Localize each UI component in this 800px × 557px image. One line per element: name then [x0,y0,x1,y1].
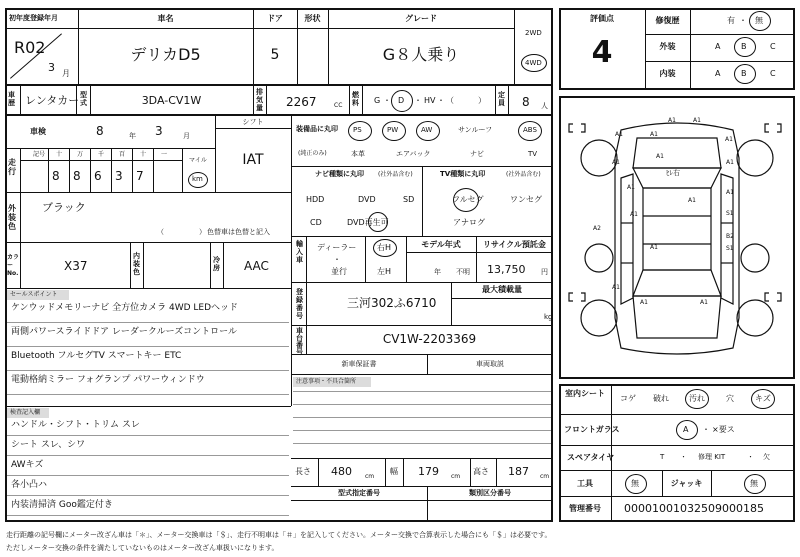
mileage-col-divider [153,149,154,192]
mileage-digit: 8 [52,169,60,183]
fuel-dot-1: ・ [383,96,391,105]
fuel-label: 燃料 [352,91,359,107]
model-label: 型式 [80,91,87,107]
score-label: 評価点 [590,14,614,23]
model-value: 3DA-CV1W [141,94,202,107]
mileage-col-divider [48,149,49,192]
mileage-sign-label: 記号 [33,151,46,158]
ac-label: 冷房 [213,256,220,272]
equip-item-row2: TV [528,150,538,158]
inspect-line: ハンドル・シフト・トリム スレ [11,420,140,430]
damage-mark: A1 [700,299,708,306]
month-unit: 月 [62,69,70,78]
mileage-header-line [20,160,182,161]
damage-mark: B2 [726,233,734,240]
color-note: 色替車は色替と記入 [207,228,270,236]
damage-mark: S1 [726,210,734,217]
inspect-line: 各小凸ハ [11,480,48,490]
mileage-digit-header: 一 [161,151,168,158]
handle-left: 左H [377,267,392,276]
chassis-value: CV1W-2203369 [382,332,477,346]
equip-item-row2: 本革 [351,150,365,158]
spare-dot-2: ・ [747,453,754,461]
navi-note: (社外品含む) [378,171,413,178]
score-value: 4 [591,35,613,70]
sales-line: 電動格納ミラー フォグランプ パワーウィンドウ [11,375,205,385]
mileage-digit-header: 十 [56,151,63,158]
length-value: 480 [331,465,352,478]
interior-c: C [770,69,776,78]
mileage-col-divider [132,149,133,192]
capacity-value: 8 [522,95,530,109]
equip-item-row2: エアバック [396,150,431,158]
height-value: 187 [508,465,529,478]
footer-line-2: ただしメーター交換の条件を満たしていないものはメーター改ざん車扱いになります。 [6,544,279,552]
navi-dvd: DVD [358,195,376,204]
model-year-label: モデル年式 [421,240,461,249]
displacement-label: 排気量 [256,88,263,112]
capacity-label: 定員 [498,91,505,107]
damage-mark: A1 [693,117,701,124]
mgmt-value: 00001001032509000185 [624,502,764,515]
navi-dvd-play: DVD再生可 [347,218,389,227]
damage-mark: A1 [627,184,635,191]
color-value: ブラック [42,201,86,214]
fuel-dot-2: ・ [414,96,422,105]
inspection-month-unit: 月 [183,132,190,140]
kg-unit: kg [544,313,553,321]
damage-mark: A1 [650,244,658,251]
shape-label: 形状 [304,14,321,23]
first-reg-month: 3 [48,61,55,74]
inspection-year-unit: 年 [129,132,136,140]
mileage-col-divider [69,149,70,192]
first-reg-label: 初年度登録年月 [9,14,58,22]
doors-value: 5 [270,47,280,63]
notes-rule [293,430,551,431]
repair-none: 無 [755,16,763,25]
sales-rule [7,394,289,395]
interior-label: 内装 [659,69,676,78]
width-label: 幅 [390,467,398,476]
mileage-digit: 6 [94,169,102,183]
damage-mark: A1 [615,131,623,138]
damage-mark: A1 [668,117,676,124]
height-label: 高さ [473,467,489,476]
repair-label: 修復歴 [655,16,680,25]
first-reg-era: R02 [14,38,46,57]
exterior-b: B [741,42,747,51]
seat-dirt: 汚れ [689,394,705,403]
length-cm: cm [365,473,375,480]
interior-color-label: 内装色 [133,252,140,276]
equipment-sub-label: (純正のみ) [298,150,327,157]
max-load-label: 最大積載量 [482,285,522,294]
navi-hdd: HDD [306,195,325,204]
damage-mark: S1 [726,245,734,252]
fuel-paren: （ ） [446,96,486,105]
grade-label: グレード [405,14,437,23]
import-dealer: ディーラー [317,243,357,252]
mileage-col-divider [90,149,91,192]
spare-kit: 修理 KIT [698,453,726,461]
windshield-label: フロントガラス [564,425,620,434]
seat-hole: 穴 [726,394,734,403]
sales-line: Bluetooth フルセグTV スマートキー ETC [11,351,182,361]
tv-fullseg: フルセグ [452,195,484,204]
import-label: 輸入車 [296,240,303,264]
seat-scratch: キズ [755,394,771,403]
repair-sep: ・ [739,16,747,25]
equip-item-row1: PS [353,126,362,134]
windshield-dot: ・ [702,425,710,434]
tv-note: (社外品含む) [506,171,541,178]
windshield-replace: ×要ス [712,425,735,434]
tools-none: 無 [631,479,639,488]
inspect-line: シート スレ、シワ [11,440,86,450]
sales-line: ケンウッドメモリーナビ 全方位カメラ 4WD LEDヘッド [11,303,239,313]
notes-label: 注意事項・不具合箇所 [296,378,357,385]
displacement-value: 2267 [286,95,317,109]
mileage-digit-header: 万 [77,151,84,158]
chassis-label: 車台番号 [296,327,303,356]
equip-item-row1: ABS [523,126,537,134]
seat-burn: コゲ [620,394,636,403]
notes-rule [293,417,551,418]
car-body-diagram [561,98,793,377]
inspect-rule [7,515,289,516]
km-label: km [192,175,203,183]
handle-right: 右H [377,243,392,252]
repair-yes: 有 [727,16,735,25]
spare-dot-1: ・ [680,453,687,461]
model-year-unknown: 不明 [456,268,470,276]
color-note-paren: （ ） [157,228,206,236]
mileage-digit-header: 百 [119,151,126,158]
damage-mark: A1 [612,159,620,166]
plate-value: 三河302ふ6710 [347,296,437,310]
damage-mark: A1 [630,211,638,218]
fuel-d: D [398,96,405,105]
type-no-label: 型式指定番号 [338,489,380,497]
shift-label: シフト [242,118,264,126]
navi-sd: SD [403,195,415,204]
diagram-hands: ﾋﾚ右 [666,169,680,177]
sales-rule [7,346,289,347]
inspect-rule [7,495,289,496]
damage-mark: A1 [656,153,664,160]
interior-b: B [741,69,747,78]
fuel-dot-3: ・ [437,96,445,105]
exterior-a: A [715,42,721,51]
manual-label: 車両取説 [476,360,504,368]
usage-label: 車歴 [8,91,15,107]
drive-4wd: 4WD [525,59,542,67]
damage-mark: A2 [593,225,601,232]
recycle-value: 13,750 [487,263,526,276]
sales-line: 両側パワースライドドア レーダークルーズコントロール [11,327,237,337]
fuel-hv: HV [424,96,436,105]
mileage-digit-header: 十 [140,151,147,158]
doors-label: ドア [267,14,283,23]
exterior-c: C [770,42,776,51]
damage-mark: A1 [725,136,733,143]
windshield-a: A [683,425,689,434]
notes-rule [293,391,551,392]
model-year-unit: 年 [434,268,441,276]
usage-value: レンタカー [25,94,80,107]
mgmt-label: 管理番号 [569,504,601,513]
exterior-label: 外装 [659,42,676,51]
inspection-month: 3 [155,124,163,138]
color-label: 外装色 [8,204,16,231]
person-unit: 人 [541,102,548,110]
tv-analog: アナログ [453,218,485,227]
color-no-value: X37 [64,259,88,273]
interior-a: A [715,69,721,78]
width-cm: cm [451,473,461,480]
drive-2wd: 2WD [525,29,542,37]
jack-label: ジャッキ [670,479,703,488]
yen-unit: 円 [541,268,548,276]
sales-rule [7,370,289,371]
footer-line-1: 走行距離の記号欄にメーター改ざん車は「＊」、メーター交換車は「＄」、走行不明車は「＃」を記入してください。メーター交換で合算表示した場合にも「＄」は必要です。 [6,531,552,539]
color-no-label: カラーNo. [7,254,20,277]
notes-rule [293,443,551,444]
spare-t: T [660,453,665,461]
plate-label: 登録番号 [296,288,303,320]
navi-label: ナビ種類に丸印 [315,170,364,178]
mileage-digit-header: 千 [98,151,105,158]
navi-cd: CD [310,218,322,227]
tv-oneseg: ワンセグ [510,195,542,204]
inspect-line: AWキズ [11,460,44,470]
seat-tear: 破れ [653,394,669,403]
equipment-label: 装備品に丸印 [296,125,338,133]
inspect-line: 内装清掃済 Goo鑑定付き [11,500,113,510]
damage-mark: A1 [726,189,734,196]
import-parallel: 並行 [331,267,347,276]
interior-seat-label: 室内シート [565,389,605,398]
class-no-label: 類別区分番号 [469,489,511,497]
grade-value: G８人乗り [382,45,460,64]
damage-mark: A1 [650,131,658,138]
cc-unit: CC [334,102,343,109]
tv-label: TV種類に丸印 [440,170,486,178]
import-dot: ・ [333,255,341,264]
ac-value: AAC [244,259,269,273]
damage-mark: A1 [726,159,734,166]
equip-item-row1: サンルーフ [458,126,493,134]
equip-item-row2: ナビ [470,150,484,158]
mile-label: マイル [189,157,207,164]
mileage-digit: 8 [73,169,81,183]
inspection-label: 車検 [30,127,46,136]
mileage-col-divider [111,149,112,192]
car-name-label: 車名 [157,14,174,23]
new-warranty-label: 新車保証書 [341,360,377,368]
notes-rule [293,404,551,405]
height-cm: cm [540,473,550,480]
inspection-year: 8 [96,124,104,138]
recycle-label: リサイクル預託金 [483,240,546,249]
equip-item-row1: PW [387,126,399,134]
inspect-rule [7,435,289,436]
sales-label: セールスポイント [10,291,58,298]
spare-label: スペアタイヤ [567,453,615,462]
inspect-rule [7,475,289,476]
equip-item-row1: AW [421,126,433,134]
damage-mark: A1 [688,197,696,204]
damage-mark: A1 [612,284,620,291]
mileage-digit: 3 [115,169,123,183]
shift-value: IAT [242,152,264,168]
width-value: 179 [418,465,439,478]
inspect-notes-label: 検査記入欄 [10,409,41,416]
spare-none: 欠 [763,453,770,461]
sales-rule [7,322,289,323]
length-label: 長さ [295,467,311,476]
mileage-label: 走行 [8,158,16,176]
mileage-digit: 7 [136,169,144,183]
car-name-value: デリカD5 [130,45,201,64]
mileage-col-divider [182,149,183,192]
inspect-rule [7,455,289,456]
tools-label: 工具 [577,479,593,488]
jack-none: 無 [750,479,758,488]
fuel-g: G [374,96,381,105]
damage-mark: A1 [640,299,648,306]
